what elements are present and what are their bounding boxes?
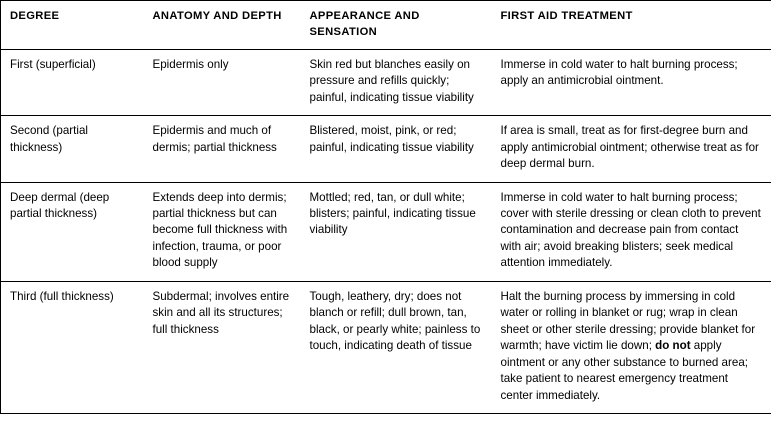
column-header-treatment: FIRST AID TREATMENT — [492, 1, 771, 50]
table-header — [1, 1, 771, 50]
cell-treatment-text: Immerse in cold water to halt burning process; apply an antimicrobial ointment. — [500, 57, 738, 88]
cell-appearance-text: Skin red but blanches easily on pressure and refills quickly; painful, indicating tissue viability — [309, 57, 474, 104]
cell-treatment-text: If area is small, treat as for first-degree burn and apply antimicrobial ointment; otherwise treat as for deep dermal burn. — [500, 124, 759, 171]
cell-appearance — [301, 49, 492, 115]
column-header-anatomy: ANATOMY AND DEPTH — [144, 1, 301, 50]
cell-appearance — [301, 182, 492, 281]
table-row — [1, 116, 771, 182]
cell-anatomy — [144, 49, 301, 115]
cell-appearance-text: Mottled; red, tan, or dull white; blisters; painful, indicating tissue viability — [309, 190, 476, 237]
cell-treatment — [492, 49, 771, 115]
table-row — [1, 281, 771, 413]
cell-anatomy-text: Epidermis only — [152, 57, 229, 71]
cell-degree-text: Deep dermal (deep partial thickness) — [10, 190, 110, 220]
cell-anatomy — [144, 281, 301, 413]
cell-degree-text: Third (full thickness) — [10, 289, 114, 303]
cell-degree-text: First (superficial) — [10, 57, 96, 71]
cell-treatment — [492, 116, 771, 182]
cell-degree — [1, 116, 144, 182]
cell-degree — [1, 182, 144, 281]
table-body — [1, 49, 771, 413]
table-row — [1, 182, 771, 281]
cell-treatment-text: Immerse in cold water to halt burning process; cover with sterile dressing or clean cloth to prevent contamination and decrease pain from contact with air; avoid breaking blisters; seek medical attention immediately. — [500, 190, 761, 270]
cell-anatomy — [144, 116, 301, 182]
table-row — [1, 49, 771, 115]
cell-treatment — [492, 281, 771, 413]
column-header-degree: DEGREE — [1, 1, 144, 50]
cell-appearance-text: Blistered, moist, pink, or red; painful, indicating tissue viability — [309, 124, 474, 154]
cell-treatment-rich: Halt the burning process by immersing in cold water or rolling in blanket or rug; wrap in clean sheet or other sterile dressing; provide blanket for warmth; have victim lie down; do not apply ointment or any other substance to burned area; take patient to nearest emergency treatment center immediately. — [500, 289, 756, 402]
cell-appearance — [301, 116, 492, 182]
cell-degree — [1, 281, 144, 413]
cell-appearance — [301, 281, 492, 413]
cell-anatomy — [144, 182, 301, 281]
table-header-row — [1, 1, 771, 50]
cell-appearance-text: Tough, leathery, dry; does not blanch or refill; dull brown, tan, black, or pearly white; painless to touch, indicating death of tissue — [309, 289, 481, 353]
cell-anatomy-text: Subdermal; involves entire skin and all its structures; full thickness — [152, 289, 290, 336]
cell-treatment — [492, 182, 771, 281]
cell-anatomy-text: Epidermis and much of dermis; partial thickness — [152, 124, 277, 154]
cell-degree-text: Second (partial thickness) — [10, 124, 88, 154]
column-header-appearance: APPEARANCE AND SENSATION — [301, 1, 492, 50]
cell-degree — [1, 49, 144, 115]
cell-anatomy-text: Extends deep into dermis; partial thickness but can become full thickness with infection, trauma, or poor blood supply — [152, 190, 288, 270]
